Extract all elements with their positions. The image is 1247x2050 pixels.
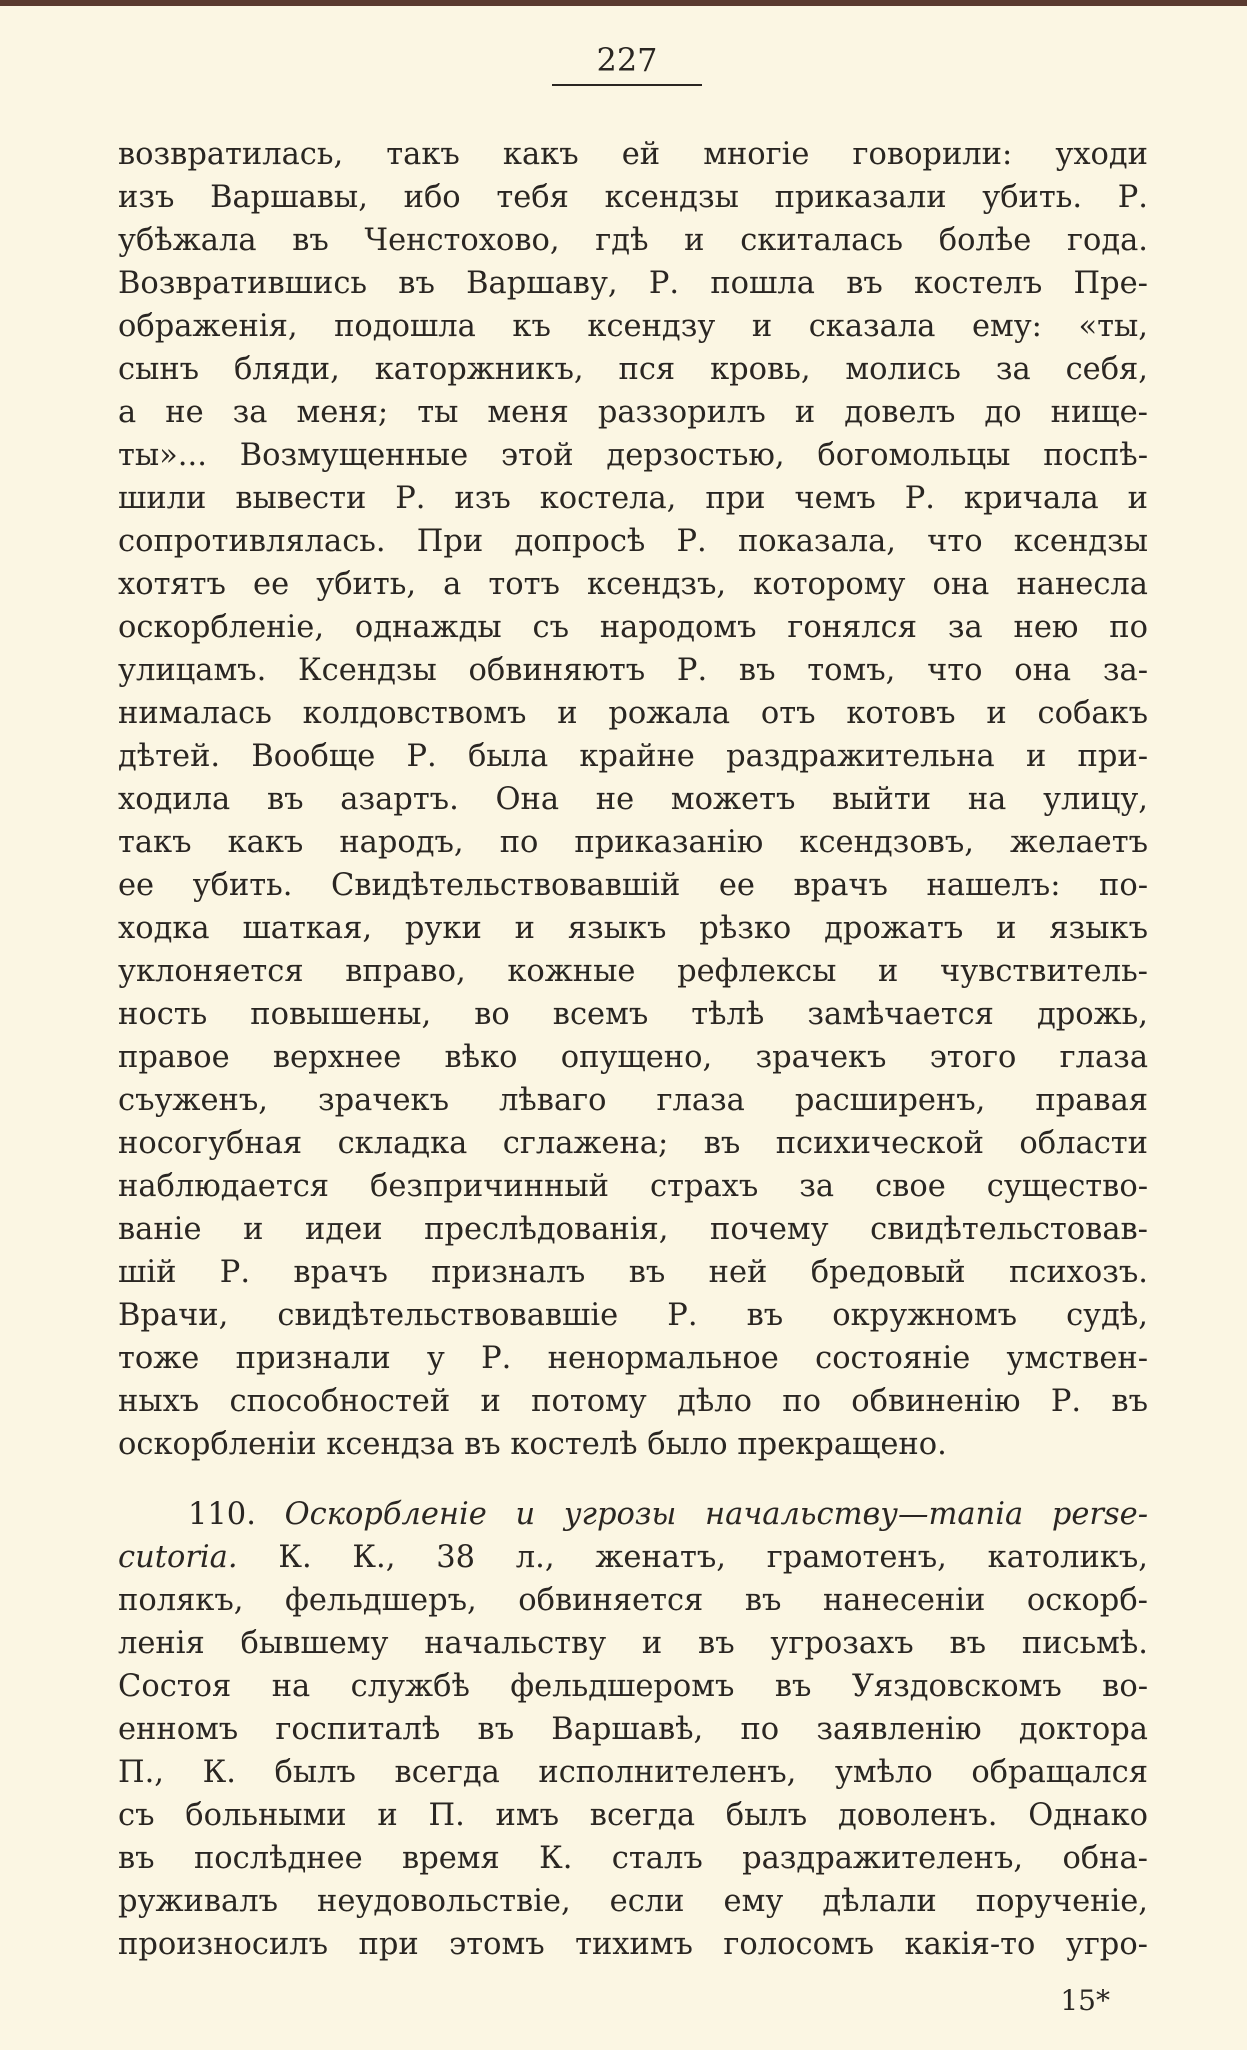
text-line: наблюдается безпричинный страхъ за свое существо- [118,1169,1148,1204]
text-line: ты»... Возмущенные этой дерзостью, богомольцы поспѣ- [118,438,1148,473]
text-line: шили вывести Р. изъ костела, при чемъ Р. кричала и [118,481,1148,516]
text-line: ходка шаткая, руки и языкъ рѣзко дрожатъ и языкъ [118,911,1148,946]
text-line: тоже признали у Р. ненормальное состояніе умствен- [118,1341,1148,1376]
paragraph-2 [118,1493,1148,1966]
text-line: нималась колдовствомъ и рожала отъ котовъ и собакъ [118,696,1148,731]
text-line: правое верхнее вѣко опущено, зрачекъ этого глаза [118,1040,1148,1075]
paragraph-1 [118,133,1148,1466]
text-line: ныхъ способностей и потому дѣло по обвиненію Р. въ [118,1384,1148,1419]
text-line: носогубная складка сглажена; въ психической области [118,1126,1148,1161]
page-number: 227 [596,41,658,79]
text-line: ходила въ азартъ. Она не можетъ выйти на улицу, [118,782,1148,817]
text-line: въ послѣднее время К. сталъ раздражителенъ, обна- [118,1841,1148,1876]
text-line: дѣтей. Вообще Р. была крайне раздражительна и при- [118,739,1148,774]
text-line: оскорбленіе, однажды съ народомъ гонялся за нею по [118,610,1148,645]
text-line: Состоя на службѣ фельдшеромъ въ Уяздовскомъ во- [118,1669,1148,1704]
text-segment: К. К., 38 л., женатъ, грамотенъ, католикъ, [237,1540,1148,1575]
text-line: сопротивлялась. При допросѣ Р. показала, что ксендзы [118,524,1148,559]
text-line: съ больными и П. имъ всегда былъ доволенъ. Однако [118,1798,1148,1833]
text-line [118,1536,1148,1579]
signature-mark: 15* [1060,1984,1110,2017]
text-line: ность повышены, во всемъ тѣлѣ замѣчается дрожь, [118,997,1148,1032]
text-line: ваніе и идеи преслѣдованія, почему свидѣтельстовав- [118,1212,1148,1247]
text-line: шій Р. врачъ призналъ въ ней бредовый психозъ. [118,1255,1148,1290]
text-line: ленія бывшему начальству и въ угрозахъ въ письмѣ. [118,1626,1148,1661]
page-number-rule [552,84,702,86]
text-line: руживалъ неудовольствіе, если ему дѣлали порученіе, [118,1884,1148,1919]
case-number: 110. [188,1497,256,1532]
text-line: произносилъ при этомъ тихимъ голосомъ какія-то угро- [118,1927,1148,1962]
text-line: а не за меня; ты меня раззорилъ и довелъ до нище- [118,395,1148,430]
case-title: Оскорбленіе и угрозы начальству—mania perse- [284,1497,1149,1532]
text-line: оскорбленіи ксендза въ костелѣ было прекращено. [118,1427,947,1462]
text-line: изъ Варшавы, ибо тебя ксендзы приказали убить. Р. [118,180,1148,215]
text-line: такъ какъ народъ, по приказанію ксендзовъ, желаетъ [118,825,1148,860]
text-line: съуженъ, зрачекъ лѣваго глаза расширенъ, правая [118,1083,1148,1118]
text-line: хотятъ ее убить, а тотъ ксендзъ, которому она нанесла [118,567,1148,602]
case-title-continuation: cutoria. [118,1540,238,1575]
text-line: сынъ бляди, каторжникъ, пся кровь, молись за себя, [118,352,1148,387]
text-line: енномъ госпиталѣ въ Варшавѣ, по заявленію доктора [118,1712,1148,1747]
case-heading-line [118,1493,1148,1536]
text-line: Врачи, свидѣтельствовавшіе Р. въ окружномъ судѣ, [118,1298,1148,1333]
page-top-edge [0,0,1247,6]
text-line: убѣжала въ Ченстохово, гдѣ и скиталась болѣе года. [118,223,1148,258]
text-line: ее убить. Свидѣтельствовавшій ее врачъ нашелъ: по- [118,868,1148,903]
text-line: уклоняется вправо, кожные рефлексы и чувствитель- [118,954,1148,989]
text-line: ображенія, подошла къ ксендзу и сказала ему: «ты, [118,309,1148,344]
text-line: возвратилась, такъ какъ ей многіе говорили: уходи [118,137,1148,172]
text-line: П., К. былъ всегда исполнителенъ, умѣло обращался [118,1755,1148,1790]
text-line: полякъ, фельдшеръ, обвиняется въ нанесеніи оскорб- [118,1583,1148,1618]
text-line: улицамъ. Ксендзы обвиняютъ Р. въ томъ, что она за- [118,653,1148,688]
text-line: Возвратившись въ Варшаву, Р. пошла въ костелъ Пре- [118,266,1148,301]
